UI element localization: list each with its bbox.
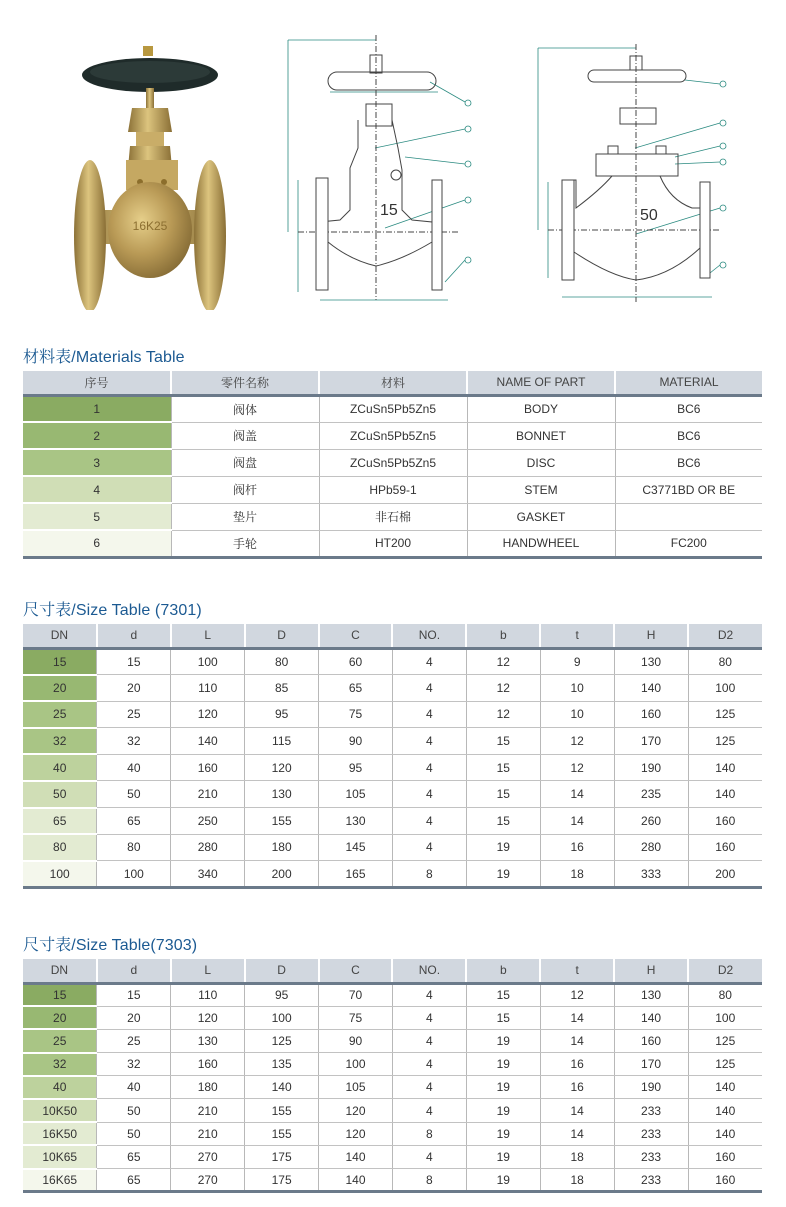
column-header: b [466, 959, 540, 983]
row-key-cell: 10K50 [23, 1099, 97, 1122]
row-key-cell: 32 [23, 1053, 97, 1076]
table-cell: 233 [614, 1099, 688, 1122]
table-cell: 160 [688, 1145, 762, 1168]
column-header: D [245, 624, 319, 648]
table-cell: 15 [466, 728, 540, 755]
product-figures [0, 0, 786, 320]
materials-table-title: 材料表/Materials Table [23, 349, 185, 366]
table-cell: 175 [245, 1169, 319, 1192]
table-cell: ZCuSn5Pb5Zn5 [319, 395, 467, 422]
size-table-7301-title: 尺寸表/Size Table (7301) [23, 602, 202, 619]
table-row [23, 861, 762, 888]
table-cell: 阀杆 [171, 476, 319, 503]
table-row [23, 1099, 762, 1122]
column-header: NO. [392, 959, 466, 983]
table-cell: 140 [614, 675, 688, 702]
row-key-cell: 20 [23, 1006, 97, 1029]
table-row [23, 1006, 762, 1029]
table-cell: 120 [171, 701, 245, 728]
table-cell: 15 [466, 754, 540, 781]
table-cell: 8 [392, 1169, 466, 1192]
table-cell: 100 [171, 648, 245, 675]
table-cell: 4 [392, 1029, 466, 1052]
table-cell: 233 [614, 1169, 688, 1192]
column-header: L [171, 959, 245, 983]
table-row [23, 675, 762, 702]
table-cell: BONNET [467, 422, 615, 449]
table-row [23, 1053, 762, 1076]
table-cell: BC6 [615, 449, 762, 476]
row-key-cell: 40 [23, 1076, 97, 1099]
table-cell: 15 [466, 983, 540, 1006]
table-cell: 19 [466, 1053, 540, 1076]
column-header: 材料 [319, 371, 467, 395]
table-cell: HPb59-1 [319, 476, 467, 503]
table-cell: 115 [245, 728, 319, 755]
table-row [23, 1122, 762, 1145]
column-header: d [97, 624, 171, 648]
table-cell: 210 [171, 1122, 245, 1145]
materials-table-header [23, 371, 762, 395]
table-row [23, 701, 762, 728]
column-header: C [319, 624, 393, 648]
column-header: D [245, 959, 319, 983]
table-row [23, 395, 762, 422]
table-cell: 12 [540, 728, 614, 755]
size-table-7303 [23, 959, 762, 1193]
table-cell: 16 [540, 834, 614, 861]
table-cell: 190 [614, 754, 688, 781]
table-cell: 80 [688, 983, 762, 1006]
table-row [23, 449, 762, 476]
table-cell: 4 [392, 648, 466, 675]
column-header: b [466, 624, 540, 648]
table-cell: 16 [540, 1053, 614, 1076]
table-cell: 210 [171, 781, 245, 808]
table-cell: 140 [245, 1076, 319, 1099]
table-cell: 10 [540, 675, 614, 702]
row-key-cell: 65 [23, 808, 97, 835]
table-row [23, 648, 762, 675]
table-cell: 105 [319, 1076, 393, 1099]
table-cell: 160 [614, 1029, 688, 1052]
table-cell: 235 [614, 781, 688, 808]
table-cell: 40 [97, 1076, 171, 1099]
table-cell: 80 [688, 648, 762, 675]
column-header: t [540, 959, 614, 983]
table-cell: 160 [688, 834, 762, 861]
table-cell: 180 [245, 834, 319, 861]
column-header: C [319, 959, 393, 983]
table-cell: 140 [688, 754, 762, 781]
table-cell: 280 [171, 834, 245, 861]
table-cell [615, 503, 762, 530]
column-header: D2 [688, 624, 762, 648]
table-cell: 19 [466, 834, 540, 861]
column-header: DN [23, 959, 97, 983]
table-cell: 100 [97, 861, 171, 888]
table-cell: 65 [97, 1145, 171, 1168]
table-cell: 125 [688, 1053, 762, 1076]
table-cell: 40 [97, 754, 171, 781]
table-cell: 70 [319, 983, 393, 1006]
table-cell: 阀体 [171, 395, 319, 422]
table-cell: 100 [245, 1006, 319, 1029]
table-cell: 140 [319, 1169, 393, 1192]
table-cell: 19 [466, 861, 540, 888]
table-cell: 32 [97, 1053, 171, 1076]
table-cell: 130 [614, 983, 688, 1006]
table-cell: 12 [466, 675, 540, 702]
materials-table-body [23, 395, 762, 557]
table-cell: 160 [171, 754, 245, 781]
table-cell: 14 [540, 1122, 614, 1145]
table-cell: 170 [614, 728, 688, 755]
table-cell: BC6 [615, 422, 762, 449]
table-row [23, 983, 762, 1006]
table-row [23, 1029, 762, 1052]
table-cell: 260 [614, 808, 688, 835]
table-cell: BC6 [615, 395, 762, 422]
table-cell: 125 [688, 728, 762, 755]
table-cell: 19 [466, 1029, 540, 1052]
table-cell: 160 [171, 1053, 245, 1076]
table-cell: 8 [392, 861, 466, 888]
table-cell: 垫片 [171, 503, 319, 530]
table-cell: 175 [245, 1145, 319, 1168]
svg-text:50: 50 [640, 207, 658, 224]
table-cell: 4 [392, 1053, 466, 1076]
table-cell: 140 [614, 1006, 688, 1029]
table-cell: 130 [171, 1029, 245, 1052]
table-cell: 8 [392, 1122, 466, 1145]
materials-table [23, 371, 762, 559]
table-cell: 14 [540, 1006, 614, 1029]
table-cell: 85 [245, 675, 319, 702]
table-cell: 120 [171, 1006, 245, 1029]
row-key-cell: 20 [23, 675, 97, 702]
table-cell: 145 [319, 834, 393, 861]
table-cell: 4 [392, 675, 466, 702]
table-cell: 140 [688, 781, 762, 808]
table-cell: 130 [614, 648, 688, 675]
table-cell: DISC [467, 449, 615, 476]
table-row [23, 422, 762, 449]
table-cell: HT200 [319, 530, 467, 557]
table-cell: 4 [392, 1076, 466, 1099]
valve-photo [60, 40, 240, 310]
svg-text:16K25: 16K25 [132, 219, 168, 233]
table-cell: 65 [97, 1169, 171, 1192]
column-header: 零件名称 [171, 371, 319, 395]
table-cell: 14 [540, 1029, 614, 1052]
table-cell: 10 [540, 701, 614, 728]
table-cell: 140 [688, 1076, 762, 1099]
table-cell: 110 [171, 983, 245, 1006]
table-cell: 80 [97, 834, 171, 861]
column-header: D2 [688, 959, 762, 983]
table-cell: 125 [688, 701, 762, 728]
row-key-cell: 10K65 [23, 1145, 97, 1168]
table-cell: 140 [171, 728, 245, 755]
table-cell: 19 [466, 1099, 540, 1122]
table-cell: 233 [614, 1145, 688, 1168]
table-cell: 110 [171, 675, 245, 702]
table-cell: 100 [319, 1053, 393, 1076]
table-cell: 130 [319, 808, 393, 835]
table-cell: 19 [466, 1076, 540, 1099]
table-cell: 105 [319, 781, 393, 808]
table-cell: STEM [467, 476, 615, 503]
column-header: d [97, 959, 171, 983]
valve-drawing-dn50 [530, 40, 760, 312]
size-table-7301-body [23, 648, 762, 887]
table-cell: 140 [688, 1099, 762, 1122]
row-key-cell: 4 [23, 476, 171, 503]
table-cell: 65 [97, 808, 171, 835]
table-cell: 15 [466, 1006, 540, 1029]
table-cell: 270 [171, 1169, 245, 1192]
table-cell: 233 [614, 1122, 688, 1145]
table-cell: 4 [392, 754, 466, 781]
table-cell: 200 [688, 861, 762, 888]
table-cell: 155 [245, 1122, 319, 1145]
table-cell: 20 [97, 1006, 171, 1029]
table-cell: 9 [540, 648, 614, 675]
table-cell: 25 [97, 1029, 171, 1052]
row-key-cell: 6 [23, 530, 171, 557]
table-cell: 20 [97, 675, 171, 702]
table-cell: 140 [688, 1122, 762, 1145]
table-cell: 15 [97, 648, 171, 675]
table-cell: 4 [392, 728, 466, 755]
table-cell: 手轮 [171, 530, 319, 557]
table-row [23, 1169, 762, 1192]
table-cell: 95 [319, 754, 393, 781]
table-cell: 14 [540, 781, 614, 808]
table-cell: 19 [466, 1122, 540, 1145]
table-cell: 165 [319, 861, 393, 888]
table-cell: 95 [245, 701, 319, 728]
row-key-cell: 25 [23, 1029, 97, 1052]
table-cell: 15 [97, 983, 171, 1006]
table-cell: 60 [319, 648, 393, 675]
table-cell: 12 [540, 983, 614, 1006]
table-cell: 210 [171, 1099, 245, 1122]
column-header: MATERIAL [615, 371, 762, 395]
table-row [23, 503, 762, 530]
row-key-cell: 1 [23, 395, 171, 422]
table-row [23, 476, 762, 503]
table-cell: 75 [319, 1006, 393, 1029]
row-key-cell: 16K50 [23, 1122, 97, 1145]
table-row [23, 781, 762, 808]
table-cell: 50 [97, 1122, 171, 1145]
table-cell: 25 [97, 701, 171, 728]
table-cell: 95 [245, 983, 319, 1006]
table-cell: 4 [392, 808, 466, 835]
table-row [23, 1145, 762, 1168]
table-cell: 160 [614, 701, 688, 728]
size-table-7303-header [23, 959, 762, 983]
column-header: H [614, 624, 688, 648]
table-cell: 120 [245, 754, 319, 781]
table-row [23, 1076, 762, 1099]
table-cell: 32 [97, 728, 171, 755]
table-cell: 160 [688, 1169, 762, 1192]
table-cell: 250 [171, 808, 245, 835]
table-cell: 200 [245, 861, 319, 888]
size-table-7303-title: 尺寸表/Size Table(7303) [23, 937, 198, 954]
table-cell: 4 [392, 781, 466, 808]
table-row [23, 808, 762, 835]
table-cell: 15 [466, 808, 540, 835]
table-cell: 4 [392, 1006, 466, 1029]
table-cell: 4 [392, 1099, 466, 1122]
table-cell: 14 [540, 808, 614, 835]
table-cell: 90 [319, 1029, 393, 1052]
table-cell: 65 [319, 675, 393, 702]
table-cell: 160 [688, 808, 762, 835]
table-cell: 阀盖 [171, 422, 319, 449]
table-cell: 340 [171, 861, 245, 888]
table-cell: 18 [540, 1145, 614, 1168]
table-cell: 12 [540, 754, 614, 781]
table-cell: 80 [245, 648, 319, 675]
table-row [23, 530, 762, 557]
row-key-cell: 25 [23, 701, 97, 728]
row-key-cell: 3 [23, 449, 171, 476]
table-cell: HANDWHEEL [467, 530, 615, 557]
table-row [23, 834, 762, 861]
table-cell: 100 [688, 675, 762, 702]
table-cell: 125 [245, 1029, 319, 1052]
row-key-cell: 15 [23, 983, 97, 1006]
row-key-cell: 50 [23, 781, 97, 808]
table-cell: 135 [245, 1053, 319, 1076]
table-cell: 190 [614, 1076, 688, 1099]
column-header: H [614, 959, 688, 983]
table-cell: 125 [688, 1029, 762, 1052]
table-cell: FC200 [615, 530, 762, 557]
row-key-cell: 2 [23, 422, 171, 449]
size-table-7301-header [23, 624, 762, 648]
row-key-cell: 16K65 [23, 1169, 97, 1192]
row-key-cell: 5 [23, 503, 171, 530]
table-cell: 130 [245, 781, 319, 808]
row-key-cell: 15 [23, 648, 97, 675]
column-header: L [171, 624, 245, 648]
size-table-7301 [23, 624, 762, 889]
table-cell: 120 [319, 1122, 393, 1145]
table-cell: 16 [540, 1076, 614, 1099]
table-cell: 170 [614, 1053, 688, 1076]
table-cell: 15 [466, 781, 540, 808]
table-row [23, 728, 762, 755]
table-cell: 4 [392, 701, 466, 728]
table-cell: 180 [171, 1076, 245, 1099]
valve-drawing-dn15 [280, 30, 490, 315]
row-key-cell: 32 [23, 728, 97, 755]
table-cell: 阀盘 [171, 449, 319, 476]
table-cell: 18 [540, 861, 614, 888]
column-header: NO. [392, 624, 466, 648]
table-cell: C3771BD OR BE [615, 476, 762, 503]
table-cell: BODY [467, 395, 615, 422]
size-table-7303-body [23, 983, 762, 1192]
column-header: 序号 [23, 371, 171, 395]
table-cell: 50 [97, 1099, 171, 1122]
table-cell: 19 [466, 1169, 540, 1192]
table-cell: 280 [614, 834, 688, 861]
table-cell: 4 [392, 983, 466, 1006]
table-cell: 140 [319, 1145, 393, 1168]
row-key-cell: 100 [23, 861, 97, 888]
table-cell: 155 [245, 1099, 319, 1122]
table-cell: ZCuSn5Pb5Zn5 [319, 449, 467, 476]
table-cell: 12 [466, 648, 540, 675]
table-cell: 4 [392, 1145, 466, 1168]
row-key-cell: 40 [23, 754, 97, 781]
table-cell: 100 [688, 1006, 762, 1029]
table-cell: 19 [466, 1145, 540, 1168]
table-cell: 155 [245, 808, 319, 835]
table-cell: 12 [466, 701, 540, 728]
table-cell: GASKET [467, 503, 615, 530]
table-cell: 18 [540, 1169, 614, 1192]
table-row [23, 754, 762, 781]
table-cell: 非石棉 [319, 503, 467, 530]
table-cell: 270 [171, 1145, 245, 1168]
table-cell: 14 [540, 1099, 614, 1122]
row-key-cell: 80 [23, 834, 97, 861]
table-cell: 90 [319, 728, 393, 755]
table-cell: 333 [614, 861, 688, 888]
column-header: t [540, 624, 614, 648]
table-cell: 50 [97, 781, 171, 808]
table-cell: ZCuSn5Pb5Zn5 [319, 422, 467, 449]
table-cell: 120 [319, 1099, 393, 1122]
svg-text:15: 15 [380, 202, 398, 219]
table-cell: 4 [392, 834, 466, 861]
table-cell: 75 [319, 701, 393, 728]
column-header: NAME OF PART [467, 371, 615, 395]
column-header: DN [23, 624, 97, 648]
